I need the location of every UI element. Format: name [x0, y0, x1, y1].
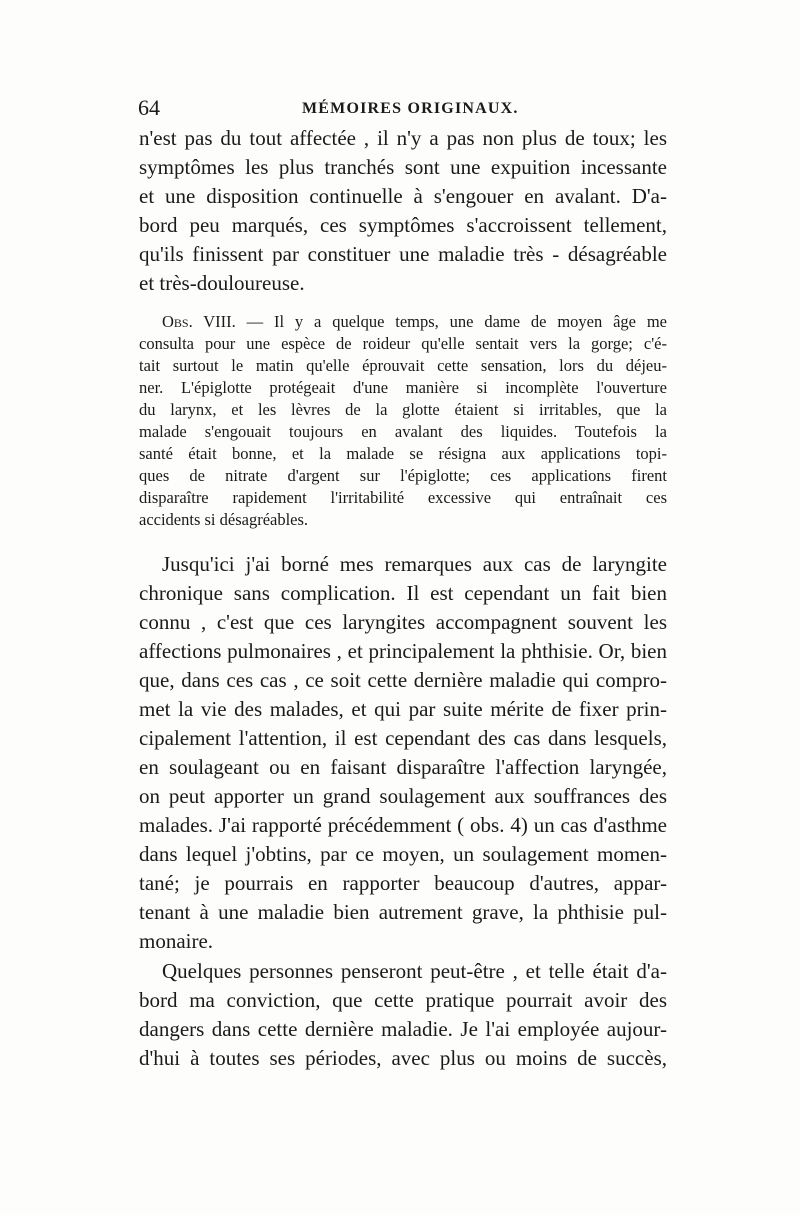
paragraph2-line: tenant à une maladie bien autrement grave, la phthisie pul-: [139, 900, 667, 924]
paragraph1-line: et très-douloureuse.: [139, 271, 305, 295]
paragraph2-line: on peut apporter un grand soulagement aux souffrances des: [139, 784, 667, 808]
paragraph2-line: que, dans ces cas , ce soit cette dernière maladie qui compro-: [139, 668, 667, 692]
paragraph1-line: qu'ils finissent par constituer une maladie très - désagréable: [139, 242, 667, 266]
observation-label: Obs. VIII.: [162, 312, 236, 331]
paragraph1-line: n'est pas du tout affectée , il n'y a pas non plus de toux; les: [139, 126, 667, 150]
paragraph2-line: affections pulmonaires , et principalement la phthisie. Or, bien: [139, 639, 667, 663]
paragraph2-line: met la vie des malades, et qui par suite mérite de fixer prin-: [139, 697, 667, 721]
observation-first-line: [162, 311, 667, 333]
observation-line: ques de nitrate d'argent sur l'épiglotte; ces applications firent: [139, 466, 667, 485]
running-head: MÉMOIRES ORIGINAUX.: [302, 100, 519, 117]
paragraph1-line: bord peu marqués, ces symptômes s'accroissent tellement,: [139, 213, 667, 237]
paragraph2-line: Jusqu'ici j'ai borné mes remarques aux cas de laryngite: [162, 552, 667, 576]
paragraph2-line: connu , c'est que ces laryngites accompagnent souvent les: [139, 610, 667, 634]
observation-line: du larynx, et les lèvres de la glotte étaient si irritables, que la: [139, 400, 667, 419]
page-number: 64: [138, 95, 160, 120]
paragraph2-line: chronique sans complication. Il est cependant un fait bien: [139, 581, 667, 605]
paragraph3-line: Quelques personnes penseront peut-être , et telle était d'a-: [162, 959, 667, 983]
paragraph3-line: d'hui à toutes ses périodes, avec plus ou moins de succès,: [139, 1046, 667, 1070]
observation-line: ner. L'épiglotte protégeait d'une manière si incomplète l'ouverture: [139, 378, 667, 397]
observation-line: consulta pour une espèce de roideur qu'elle sentait vers la gorge; c'é-: [139, 334, 667, 353]
paragraph1-line: et une disposition continuelle à s'engouer en avalant. D'a-: [139, 184, 667, 208]
page-header: [138, 96, 668, 120]
paragraph2-line: en soulageant ou en faisant disparaître l'affection laryngée,: [139, 755, 667, 779]
observation-line: — Il y a quelque temps, une dame de moyen âge me: [235, 312, 667, 331]
observation-line: malade s'engouait toujours en avalant des liquides. Toutefois la: [139, 422, 667, 441]
observation-line: tait surtout le matin qu'elle éprouvait cette sensation, lors du déjeu-: [139, 356, 667, 375]
paragraph3-line: bord ma conviction, que cette pratique pourrait avoir des: [139, 988, 667, 1012]
observation-line: santé était bonne, et la malade se résigna aux applications topi-: [139, 444, 667, 463]
paragraph2-line: tané; je pourrais en rapporter beaucoup d'autres, appar-: [139, 871, 667, 895]
paragraph2-line: dans lequel j'obtins, par ce moyen, un soulagement momen-: [139, 842, 667, 866]
observation-line: accidents si désagréables.: [139, 510, 309, 529]
paragraph2-line: cipalement l'attention, il est cependant des cas dans lesquels,: [139, 726, 667, 750]
paragraph2-line: malades. J'ai rapporté précédemment ( obs. 4) un cas d'asthme: [139, 813, 667, 837]
paragraph2-line: monaire.: [139, 929, 214, 953]
paragraph3-line: dangers dans cette dernière maladie. Je l'ai employée aujour-: [139, 1017, 667, 1041]
observation-line: disparaître rapidement l'irritabilité excessive qui entraînait ces: [139, 488, 667, 507]
paragraph1-line: symptômes les plus tranchés sont une expuition incessante: [139, 155, 667, 179]
